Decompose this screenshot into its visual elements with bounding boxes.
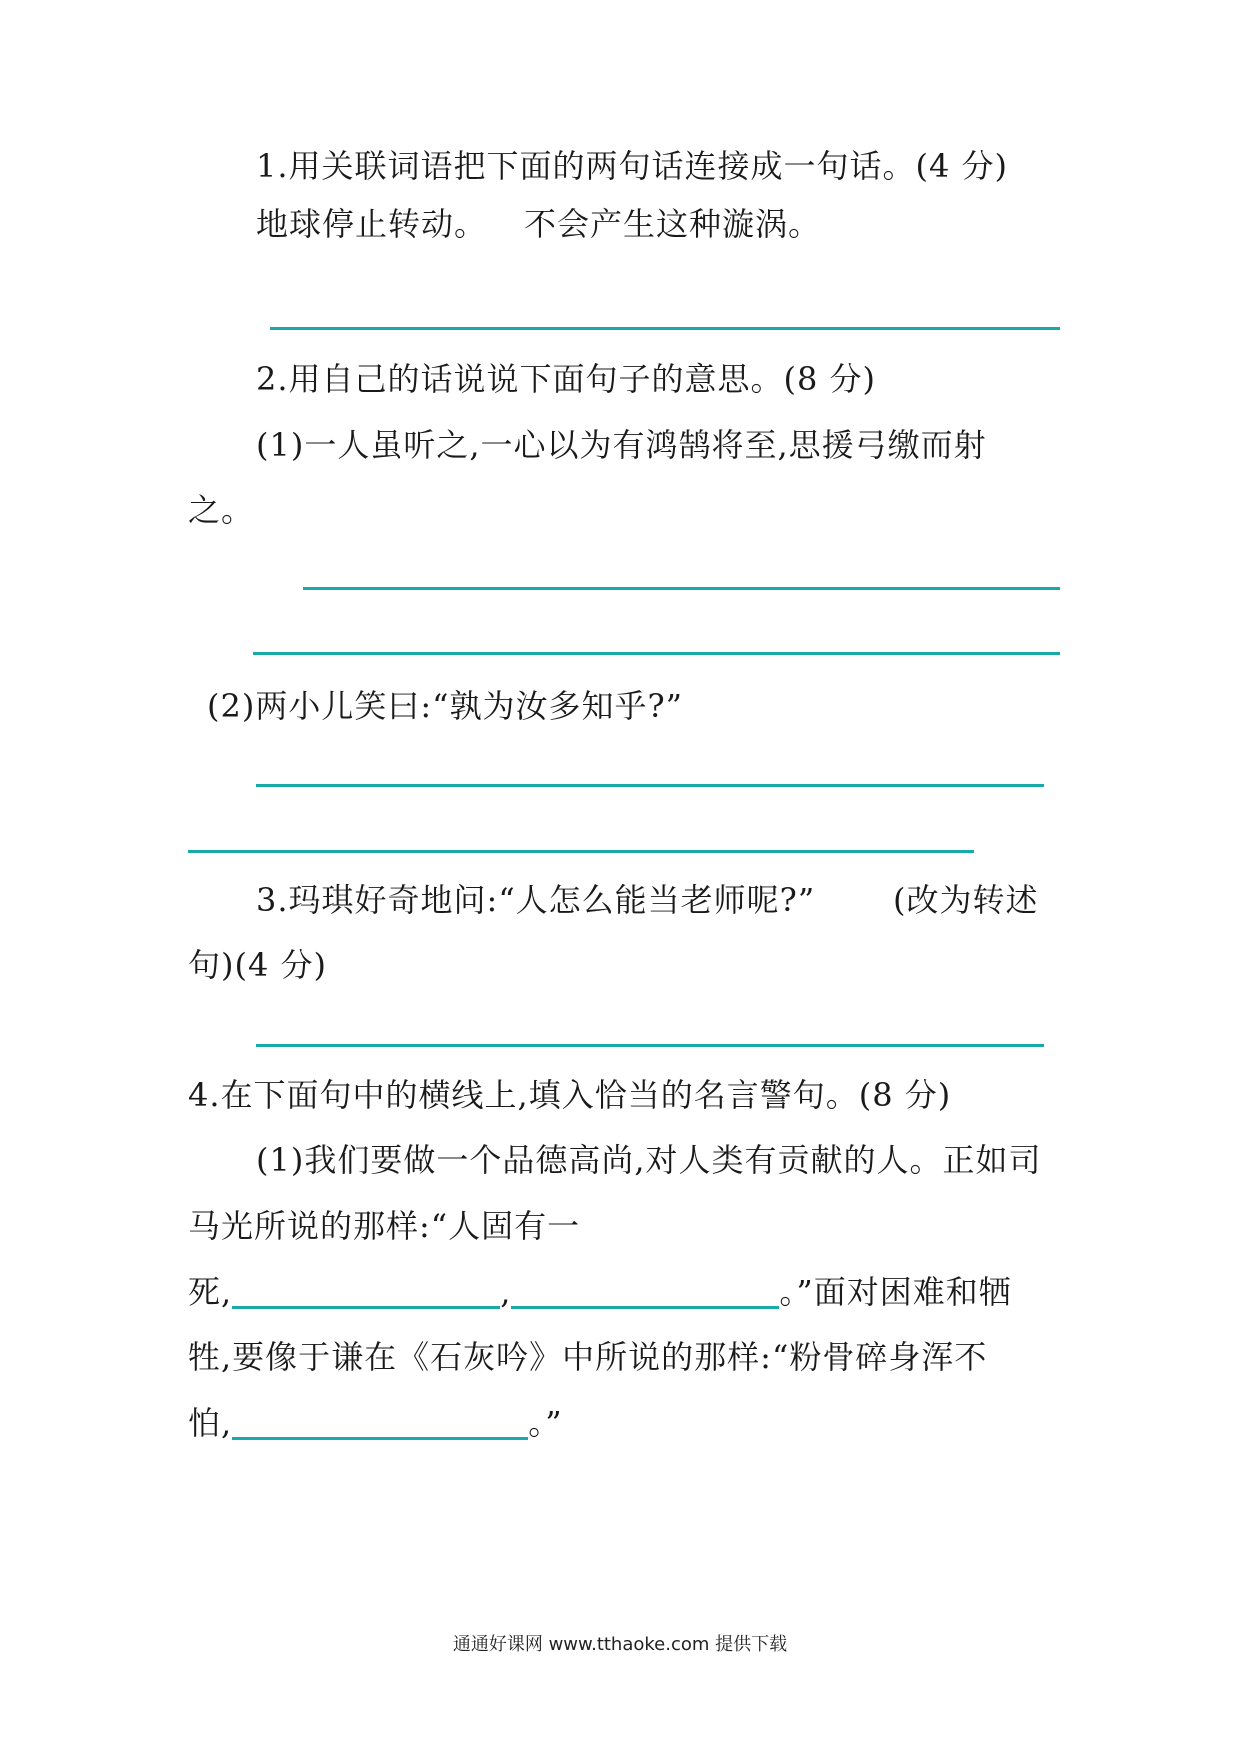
q4-line3-start: 死, [188, 1273, 233, 1311]
q4-paragraph-line2: 马光所说的那样:“人固有一 [188, 1207, 581, 1245]
q2-item2-answer-line-2[interactable] [188, 850, 974, 853]
q2-item1-answer-line-1[interactable] [303, 587, 1060, 590]
q3-answer-line[interactable] [256, 1044, 1044, 1047]
q4-fill-blank-1[interactable] [232, 1276, 500, 1309]
q4-line3-end: 。”面对困难和牺 [779, 1273, 1012, 1311]
q4-fill-blank-3[interactable] [232, 1407, 528, 1440]
q4-line5-end: 。” [528, 1404, 563, 1442]
footer-source: 通通好课网 www.tthaoke.com 提供下载 [452, 1634, 788, 1655]
q4-fill-blank-2[interactable] [511, 1276, 779, 1309]
q4-paragraph-line5 [188, 1403, 563, 1443]
q1-answer-line[interactable] [270, 327, 1060, 330]
q4-paragraph-line3 [188, 1272, 1012, 1312]
q2-item1-answer-line-2[interactable] [253, 652, 1060, 655]
q1-sentence-b: 不会产生这种漩涡。 [524, 205, 822, 243]
q4-paragraph-line1: (1)我们要做一个品德高尚,对人类有贡献的人。正如司 [256, 1141, 1042, 1179]
q2-title: 2.用自己的话说说下面句子的意思。(8 分) [256, 360, 877, 398]
q3-line2: 句)(4 分) [188, 946, 327, 984]
q4-paragraph-line4: 牲,要像于谦在《石灰吟》中所说的那样:“粉骨碎身浑不 [188, 1338, 988, 1376]
q3-line1-instruction: (改为转述 [893, 881, 1039, 919]
q1-sentence-a: 地球停止转动。 [256, 205, 488, 243]
q3-line1: 3.玛琪好奇地问:“人怎么能当老师呢?” [256, 881, 816, 919]
q4-line5-start: 怕, [188, 1404, 233, 1442]
q1-title: 1.用关联词语把下面的两句话连接成一句话。(4 分) [256, 147, 1009, 185]
q4-line3-comma: , [500, 1273, 512, 1311]
q2-item1-line2: 之。 [188, 491, 255, 529]
q4-title: 4.在下面句中的横线上,填入恰当的名言警句。(8 分) [188, 1076, 952, 1114]
q2-item2: (2)两小儿笑曰:“孰为汝多知乎?” [207, 687, 683, 725]
q2-item1-line1: (1)一人虽听之,一心以为有鸿鹄将至,思援弓缴而射 [256, 426, 987, 464]
q2-item2-answer-line-1[interactable] [256, 784, 1044, 787]
